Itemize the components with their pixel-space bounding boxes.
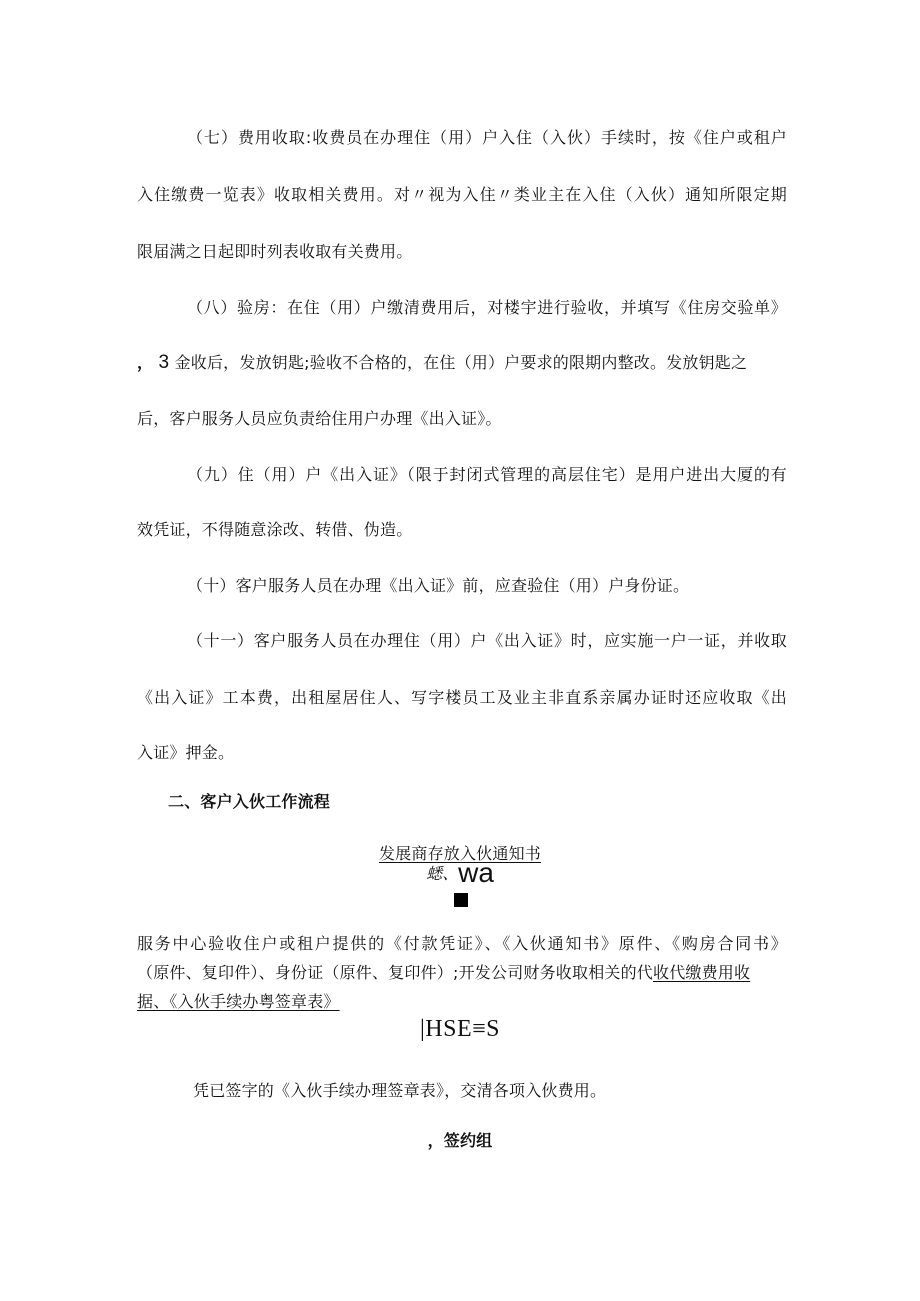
flow-step-2-line-1: 服务中心验收住户或租户提供的《付款凭证》、《入伙通知书》原件、《购房合同书》 (137, 934, 787, 953)
section-2-heading: 二、客户入伙工作流程 (168, 792, 331, 811)
para-9-line-2: 效凭证，不得随意涂改、转借、伪造。 (137, 520, 413, 539)
flow-square-marker (454, 893, 468, 907)
flow-garbled-cjk: 蟋、 (426, 864, 459, 883)
flow-step-2-line-2-text: （原件、复印件）、身份证（原件、复印件）;开发公司财务收取相关的代 (137, 963, 653, 982)
para-7-line-3: 限届满之日起即时列表收取有关费用。 (137, 242, 413, 261)
para-8-line-2 (137, 353, 787, 373)
flow-step-2-line-2-underlined: 收代缴费用收 (653, 963, 751, 982)
flow-step-3: 凭已签字的《入伙手续办理签章表》，交清各项入伙费用。 (193, 1081, 607, 1100)
para-8-line-1: （八）验房：在住（用）户缴清费用后，对楼宇进行验收，并填写《住房交验单》 (187, 298, 787, 317)
para-8-comma: ， (137, 353, 154, 372)
para-9-line-1: （九）住（用）户《出入证》（限于封闭式管理的高层住宅）是用户进出大厦的有 (187, 465, 787, 484)
para-10-line-1: （十）客户服务人员在办理《出入证》前，应查验住（用）户身份证。 (187, 576, 690, 595)
para-11-line-1: （十一）客户服务人员在办理住（用）户《出入证》时，应实施一户一证，并收取 (187, 631, 787, 650)
flow-garbled-latin: wa (458, 857, 494, 888)
flow-step-1-text: 发展商存放入伙通知书 (378, 844, 541, 863)
flow-step-2-line-3 (137, 992, 787, 1012)
para-7-line-2: 入住缴费一览表》收取相关费用。对〃视为入住〃类业主在入住（入伙）通知所限定期 (137, 185, 787, 204)
para-8-line-3: 后，客户服务人员应负责给住用户办理《出入证》。 (137, 409, 502, 428)
flow-garbled-text (0, 858, 920, 889)
flow-hse-label: |HSE≡S (419, 1016, 501, 1042)
para-8-line-2-text: 金收后，发放钥匙;验收不合格的，在住（用）户要求的限期内整改。发放钥匙之 (174, 353, 748, 372)
flow-step-2-line-2 (137, 963, 787, 983)
flow-step-2-line-3-underlined: 据、《入伙手续办粤签章表》 (137, 992, 340, 1011)
flow-step-4: ，签约组 (427, 1131, 493, 1150)
para-11-line-2: 《出入证》工本费，出租屋居住人、写字楼员工及业主非直系亲属办证时还应收取《出 (137, 688, 787, 707)
para-11-line-3: 入证》押金。 (137, 743, 235, 762)
para-8-number: 3 (158, 352, 170, 373)
para-7-line-1: （七）费用收取:收费员在办理住（用）户入住（入伙）手续时，按《住户或租户 (187, 128, 787, 147)
